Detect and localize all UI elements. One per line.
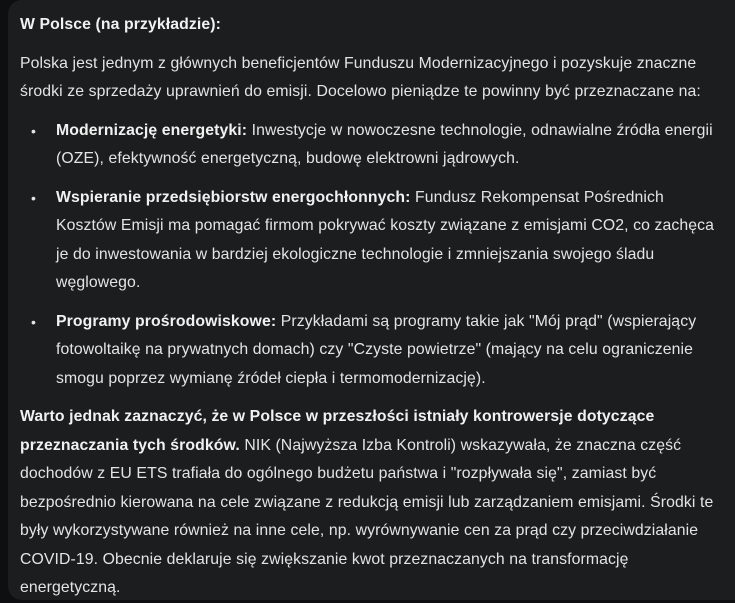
section-heading-text: W Polsce (na przykładzie):	[20, 16, 221, 33]
list-item-text: Inwestycje w nowoczesne technologie, odnawialne źródła energii (OZE), efektywność energetyczną, budowę elektrowni jądrowych.	[56, 121, 713, 167]
list-item-programy	[31, 308, 717, 394]
list-item-label: Wspieranie przedsiębiorstw energochłonnych:	[56, 188, 411, 206]
intro-paragraph: Polska jest jednym z głównych beneficjentów Funduszu Modernizacyjnego i pozyskuje znaczne środki ze sprzedaży uprawnień do emisji. Docelowo pieniądze te powinny być przeznaczane na:	[20, 54, 701, 100]
section-heading	[20, 11, 717, 40]
list-item-modernizacja	[31, 117, 717, 174]
closing-paragraph-rest: NIK (Najwyższa Izba Kontroli) wskazywała, że znaczna część dochodów z EU ETS trafiała do ogólnego budżetu państwa i "rozpływała się", zamiast być bezpośrednio kierowana na cele związane z redukcją emisji lub zarządzaniem emisjami. Środki te były wykorzystywane również na inne cele, np. wyrównywanie cen za prąd czy przeciwdziałanie COVID-19. Obecnie deklaruje się zwiększanie kwot przeznaczanych na transformację energetyczną.	[20, 436, 714, 596]
list-item-label: Modernizację energetyki:	[56, 121, 248, 139]
bullet-icon: •	[31, 122, 37, 139]
bullet-icon: •	[31, 313, 37, 330]
closing-paragraph-bold: Warto jednak zaznaczyć, że w Polsce w przeszłości istniały kontrowersje dotyczące przeznaczania tych środków.	[20, 408, 655, 454]
list-item-wspieranie	[31, 184, 717, 298]
bullet-list	[20, 117, 717, 394]
list-item-text: Przykładami są programy takie jak "Mój prąd" (wspierający fotowoltaikę na prywatnych domach) czy "Czyste powietrze" (mający na celu ograniczenie smogu poprzez wymianę źródeł ciepła i termomodernizację).	[56, 312, 697, 387]
list-item-text: Fundusz Rekompensat Pośrednich Kosztów Emisji ma pomagać firmom pokrywać koszty związane z emisjami CO2, co zachęca je do inwestowania w bardziej ekologiczne technologie i zmniejszania swojego śladu węglowego.	[56, 188, 715, 291]
bullet-icon: •	[31, 189, 37, 206]
chat-response-panel	[8, 0, 735, 600]
list-item-label: Programy prośrodowiskowe:	[56, 312, 277, 330]
closing-paragraph	[20, 403, 717, 603]
